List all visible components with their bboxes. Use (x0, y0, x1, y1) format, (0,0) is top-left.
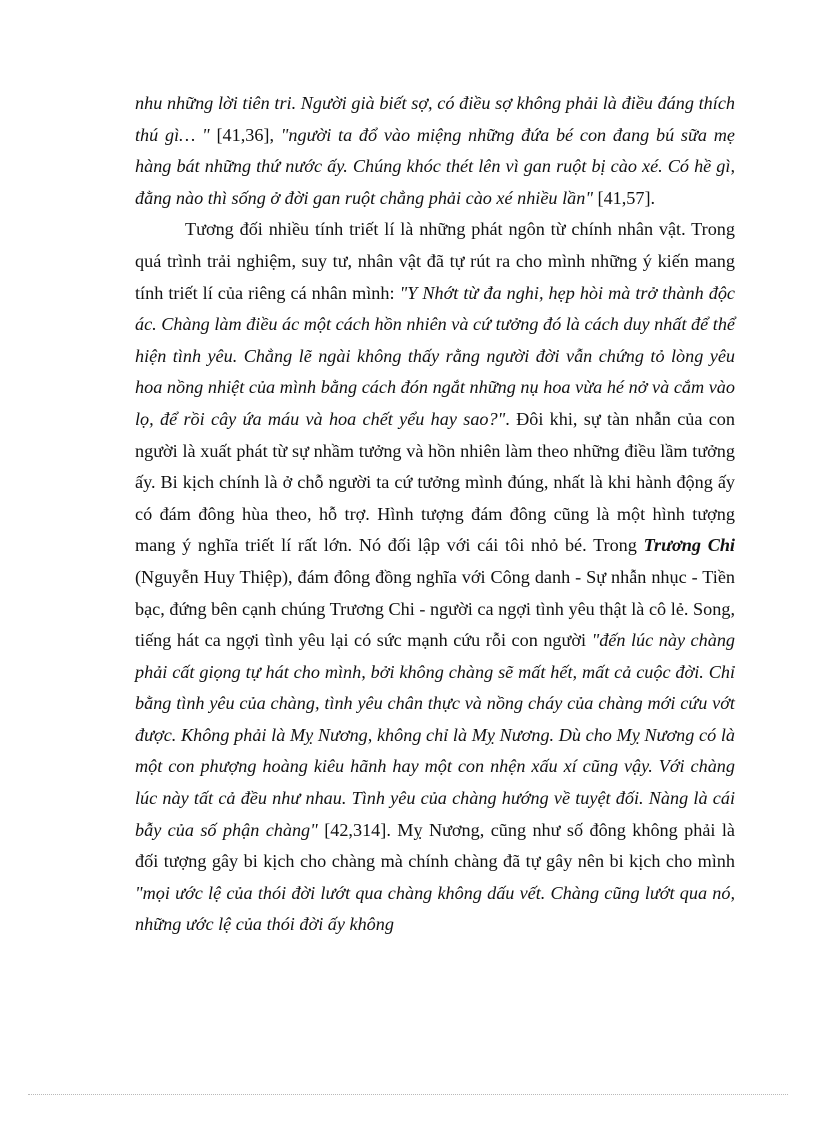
quote-4: "đến lúc này chàng phải cất giọng tự hát cho mình, bởi không chàng sẽ mất hết, mất cả cuộc đời. Chỉ bằng tình yêu của chàng, tình yêu chân thực và nồng cháy của chàng mới cứu vớt được. Không phải là Mỵ Nương, không chỉ là Mỵ Nương. Dù cho Mỵ Nương có là một con phượng hoàng kiêu hãnh hay một con nhện xấu xí cũng vậy. Với chàng lúc này tất cả đều như nhau. Tình yêu của chàng hướng về tuyệt đối. Nàng là cái bẫy của số phận chàng" (135, 630, 736, 840)
paragraph-continuation (135, 88, 735, 214)
text-run-4: [42,314]. Mỵ Nương, cũng như số đông không phải là đối tượng gây bi kịch cho chàng mà chính chàng đã tự gây nên bi kịch cho mình (135, 819, 735, 872)
quote-1: nhu những lời tiên tri. Người già biết sợ, có điều sợ không phải là điều đáng thích thú gì… " (135, 93, 735, 145)
text-run-2: . Đôi khi, sự tàn nhẫn của con người là xuất phát từ sự nhầm tưởng và hồn nhiên làm theo những điều lầm tưởng ấy. Bi kịch chính là ở chỗ người ta cứ tưởng mình đúng, nhất là khi hành động ấy có đám đông hùa theo, hỗ trợ. Hình tượng đám đông cũng là một hình tượng mang ý nghĩa triết lí rất lớn. Nó đối lập với cái tôi nhỏ bé. Trong (135, 408, 735, 556)
quote-5: "mọi ước lệ của thói đời lướt qua chàng không dấu vết. Chàng cũng lướt qua nó, những ước lệ của thói đời ấy không (135, 882, 735, 935)
page-bottom-divider (28, 1094, 788, 1095)
citation-2: [41,57]. (592, 187, 656, 208)
paragraph-main (135, 214, 735, 941)
body-text (135, 88, 735, 941)
text-run-1: Tương đối nhiều tính triết lí là những phát ngôn từ chính nhân vật. Trong quá trình trải nghiệm, suy tư, nhân vật đã tự rút ra cho mình những ý kiến mang tính triết lí của riêng cá nhân mình: (135, 219, 735, 303)
quote-2: "người ta đổ vào miệng những đứa bé con đang bú sữa mẹ hàng bát những thứ nước ấy. Chúng khóc thét lên vì gan ruột bị cào xé. Có hề gì, đằng nào thì sống ở đời gan ruột chẳng phải cào xé nhiều lần" (135, 124, 735, 208)
quote-3: "Y Nhớt từ đa nghi, hẹp hòi mà trở thành độc ác. Chàng làm điều ác một cách hồn nhiên và cứ tưởng đó là cách duy nhất để thể hiện tình yêu. Chẳng lẽ ngài không thấy rằng người đời vẫn chứng tỏ lòng yêu hoa nồng nhiệt của mình bằng cách đón ngắt những nụ hoa vừa hé nở và cắm vào lọ, để rồi cây ứa máu và hoa chết yểu hay sao?" (135, 282, 735, 429)
work-title: Trương Chi (643, 535, 735, 556)
text-run-3: (Nguyễn Huy Thiệp), đám đông đồng nghĩa với Công danh - Sự nhẫn nhục - Tiền bạc, đứng bên cạnh chúng Trương Chi - người ca ngợi tình yêu thật là cô lẻ. Song, tiếng hát ca ngợi tình yêu lại có sức mạnh cứu rỗi con người (135, 566, 735, 651)
citation-1: [41,36], (209, 124, 281, 145)
